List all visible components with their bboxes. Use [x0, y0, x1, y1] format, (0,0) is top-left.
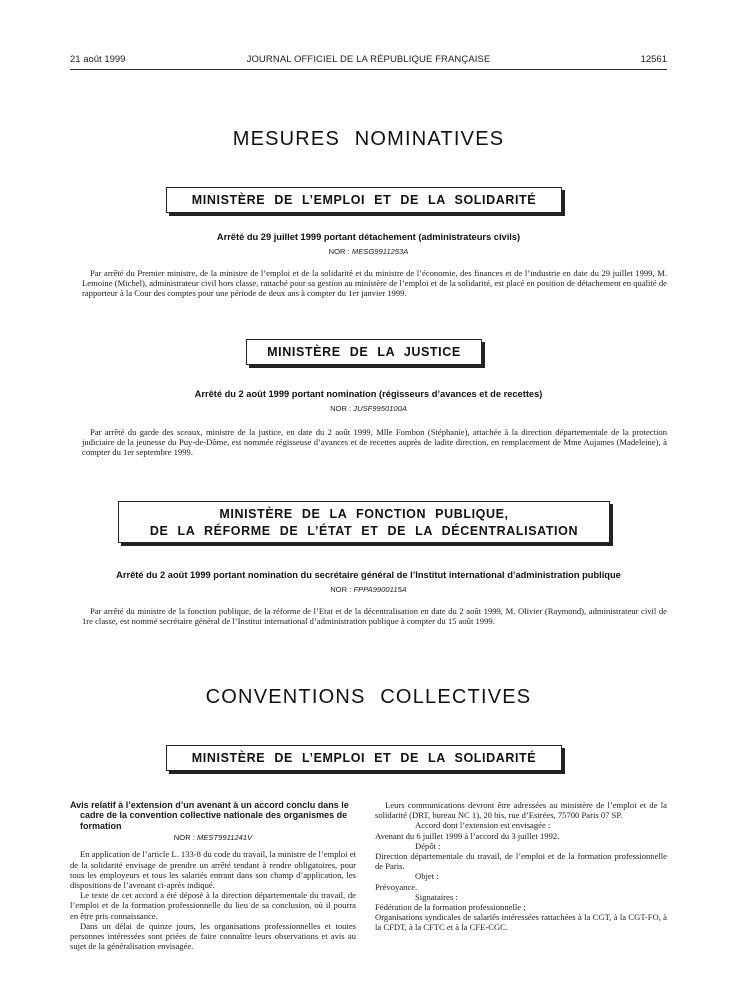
signataires-label: Signataires :: [415, 891, 458, 902]
decree-text-detachement: Par arrêté du Premier ministre, de la ministre de l’emploi et de la solidarité et du ministre de l’économie, des finances et de l’industrie en date du 29 juillet 1999, M. Lemoine (Michel), administrateur civil hors classe, rattaché pour sa gestion au ministère de l’emploi et de la solidarité, est placé en position de détachement en qualité de rapporteur à la Cour des comptes pour une période de deux ans à compter du 1er janvier 1999.: [82, 268, 667, 299]
ministry-name: MINISTÈRE DE LA JUSTICE: [267, 345, 461, 359]
depot-label: Dépôt :: [415, 840, 441, 851]
issue-date: 21 août 1999: [70, 54, 126, 65]
avis-communications: Leurs communications devront être adressées au ministère de l’emploi et de la solidarité (DRT, bureau NC 1), 20 bis, rue d’Estrées, 75700 Paris 07 SP.: [375, 800, 667, 821]
decree-title-detachement: Arrêté du 29 juillet 1999 portant détachement (administrateurs civils): [216, 232, 521, 242]
page-number: 12561: [640, 54, 667, 65]
depot-text: Direction départementale du travail, de l’emploi et de la formation professionnelle de Paris.: [375, 851, 667, 872]
objet-label: Objet :: [415, 871, 439, 882]
header-rule: [70, 69, 667, 70]
section-title-conventions: CONVENTIONS COLLECTIVES: [205, 686, 532, 708]
ministry-box-emploi-2: [166, 745, 562, 771]
accord-label: Accord dont l’extension est envisagée :: [415, 820, 551, 831]
section-title-mesures: MESURES NOMINATIVES: [232, 128, 505, 150]
decree-text-regisseurs: Par arrêté du garde des sceaux, ministre de la justice, en date du 2 août 1999, Mlle Fombon (Stéphanie), attachée à la direction départementale de la protection judiciaire de la jeunesse du Puy-de-Dôme, est nommée régisseuse d’avances et de recettes auprès de ladite direction, en remplacement de Mme Aujames (Madeleine), à compter du 1er septembre 1999.: [82, 427, 667, 458]
nor-code: FPPA9900115A: [353, 585, 407, 594]
accord-text: Avenant du 6 juillet 1999 à l’accord du 3 juillet 1992.: [375, 830, 560, 841]
nor-reference: NOR : FPPA9900115A: [330, 585, 407, 594]
ministry-box-fonction-publique: [118, 501, 610, 543]
avis-paragraph: Le texte de cet accord a été déposé à la direction départementale du travail, de l’emploi et de la formation professionnelle du lieu de sa conclusion, où il pourra en être pris connaissance.: [70, 890, 356, 921]
objet-text: Prévoyance.: [375, 881, 418, 892]
nor-reference: NOR : MEST9911241V: [173, 833, 253, 843]
journal-title: JOURNAL OFFICIEL DE LA RÉPUBLIQUE FRANÇAISE: [246, 54, 491, 65]
ministry-name: MINISTÈRE DE L’EMPLOI ET DE LA SOLIDARITÉ: [191, 751, 537, 765]
avis-title: Avis relatif à l’extension d’un avenant à un accord conclu dans le cadre de la convention collective nationale des organismes de formation: [70, 800, 349, 831]
nor-reference: NOR : MESG9911253A: [328, 247, 409, 256]
nor-reference: NOR : JUSF9950100A: [330, 404, 407, 413]
running-head: [70, 54, 667, 68]
ministry-name: MINISTÈRE DE L’EMPLOI ET DE LA SOLIDARITÉ: [191, 193, 537, 207]
ministry-box-justice: [246, 339, 482, 365]
avis-paragraph: En application de l’article L. 133-8 du code du travail, la ministre de l’emploi et de la solidarité envisage de prendre un arrêté tendant à rendre obligatoires, pour tous les employeurs et tous les salariés entrant dans son champ d’application, les dispositions de l’avenant ci-après indiqué.: [70, 849, 356, 891]
signataires-item: Organisations syndicales de salariés intéressées rattachées à la CGT, à la CGT-FO, à la CFDT, à la CFTC et à la CFE-CGC.: [375, 912, 667, 933]
signataires-item: Fédération de la formation professionnelle ;: [375, 902, 526, 913]
nor-code: MESG9911253A: [351, 247, 409, 256]
avis-right-column: [375, 800, 667, 933]
avis-paragraph: Dans un délai de quinze jours, les organisations professionnelles et toutes personnes intéressées sont priées de faire connaître leurs observations et avis au sujet de la généralisation envisagée.: [70, 920, 356, 952]
decree-title-secretaire-general: Arrêté du 2 août 1999 portant nomination du secrétaire général de l’Institut international d’administration publique: [116, 570, 621, 580]
nor-code: MEST9911241V: [197, 833, 253, 843]
avis-left-column: [70, 800, 356, 951]
nor-code: JUSF9950100A: [353, 404, 407, 413]
ministry-box-emploi: [166, 187, 562, 213]
ministry-name-line-1: MINISTÈRE DE LA FONCTION PUBLIQUE,: [219, 507, 509, 521]
decree-text-secretaire-general: Par arrêté du ministre de la fonction publique, de la réforme de l’Etat et de la décentralisation en date du 2 août 1999, M. Olivier (Raymond), administrateur civil de 1re classe, est nommé secrétaire général de l’Institut international d’administration publique à compter du 15 août 1999.: [82, 606, 667, 627]
ministry-name-line-2: DE LA RÉFORME DE L’ÉTAT ET DE LA DÉCENTRALISATION: [149, 524, 579, 538]
decree-title-regisseurs: Arrêté du 2 août 1999 portant nomination (régisseurs d’avances et de recettes): [194, 389, 543, 399]
